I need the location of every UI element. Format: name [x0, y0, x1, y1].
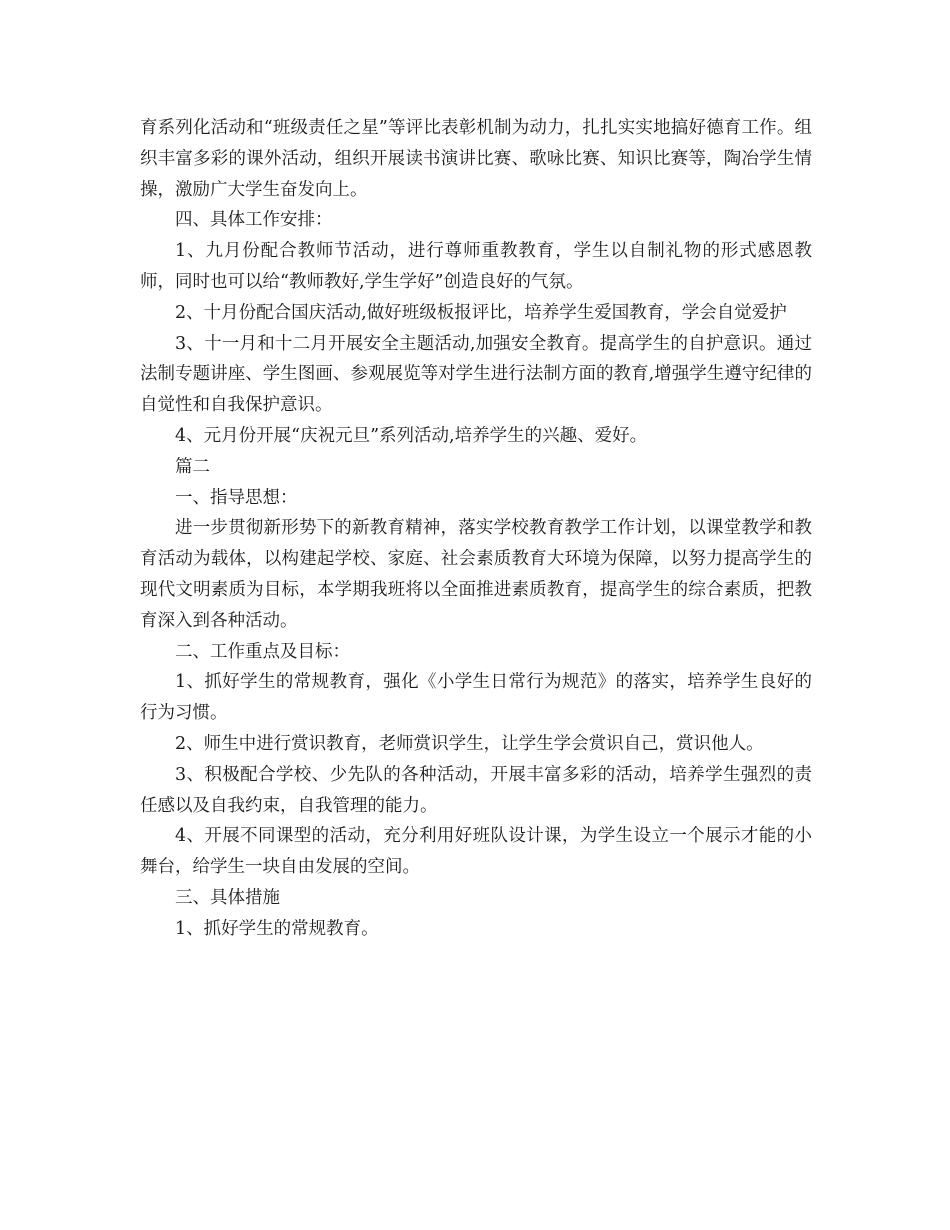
- section-heading-3: 三、具体措施: [175, 887, 280, 908]
- goal-item-1: 1、抓好学生的常规教育，强化《小学生日常行为规范》的落实，培养学生良好的行为习惯。: [140, 672, 812, 724]
- section-heading-4: 四、具体工作安排：: [175, 210, 333, 231]
- goal-item-2: 2、师生中进行赏识教育，老师赏识学生，让学生学会赏识自己，赏识他人。: [175, 733, 764, 754]
- goal-item-4: 4、开展不同课型的活动，充分利用好班队设计课，为学生设立一个展示才能的小舞台，给学生一块自由发展的空间。: [140, 826, 812, 878]
- measure-item-1: 1、抓好学生的常规教育。: [175, 918, 379, 939]
- list-item-3: 3、十一月和十二月开展安全主题活动,加强安全教育。提高学生的自护意识。通过法制专题讲座、学生图画、参观展览等对学生进行法制方面的教育,增强学生遵守纪律的自觉性和自我保护意识。: [140, 333, 812, 416]
- section-heading-1: 一、指导思想：: [175, 487, 298, 508]
- list-item-1: 1、九月份配合教师节活动，进行尊师重教教育，学生以自制礼物的形式感恩教师，同时也可以给“教师教好,学生学好”创造良好的气氛。: [140, 241, 812, 292]
- section-heading-2: 二、工作重点及目标：: [175, 641, 350, 662]
- paragraph-guiding-thought: 进一步贯彻新形势下的新教育精神，落实学校教育教学工作计划，以课堂教学和教育活动为载体，以构建起学校、家庭、社会素质教育大环境为保障，以努力提高学生的现代文明素质为目标，本学期我班将以全面推进素质教育，提高学生的综合素质，把教育深入到各种活动。: [140, 518, 812, 631]
- list-item-2: 2、十月份配合国庆活动,做好班级板报评比，培养学生爱国教育，学会自觉爱护: [175, 302, 787, 323]
- chapter-heading: 篇二: [175, 456, 210, 477]
- document-body: [140, 113, 812, 945]
- goal-item-3: 3、积极配合学校、少先队的各种活动，开展丰富多彩的活动，培养学生强烈的责任感以及自我约束，自我管理的能力。: [140, 764, 812, 816]
- paragraph-1: 育系列化活动和“班级责任之星”等评比表彰机制为动力，扎扎实实地搞好德育工作。组织丰富多彩的课外活动，组织开展读书演讲比赛、歌咏比赛、知识比赛等，陶冶学生情操，激励广大学生奋发向上。: [140, 118, 812, 200]
- list-item-4: 4、元月份开展“庆祝元旦”系列活动,培养学生的兴趣、爱好。: [175, 425, 648, 446]
